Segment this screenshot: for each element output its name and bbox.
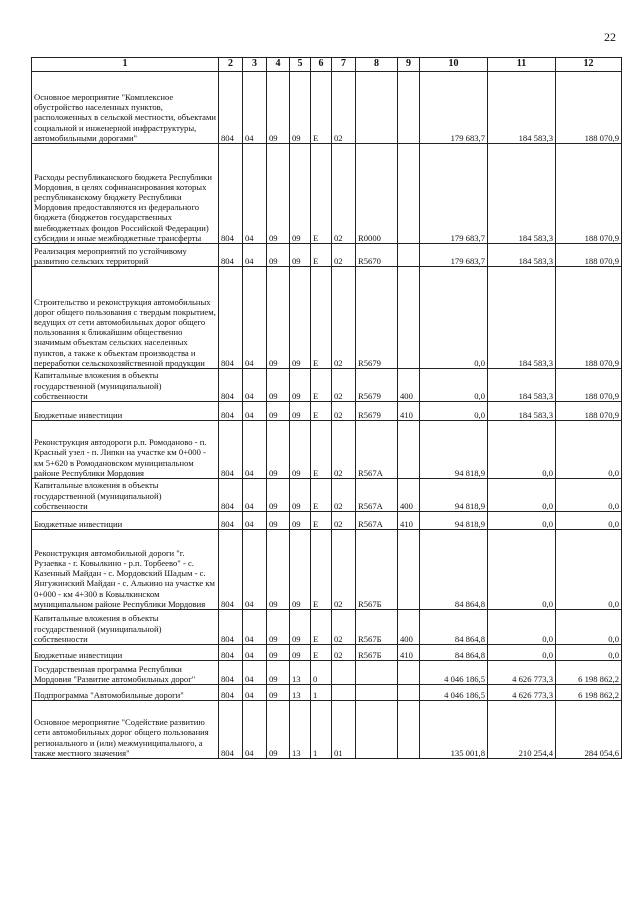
cell-expense-type [398, 244, 420, 267]
cell-direction [356, 685, 398, 701]
cell-ministry: 804 [219, 610, 243, 645]
cell-amount-col10: 84 864,8 [420, 645, 488, 661]
cell-amount-col12: 0,0 [556, 530, 622, 610]
cell-subprogram: Е [311, 267, 332, 369]
cell-ministry: 804 [219, 72, 243, 144]
cell-subprogram: 1 [311, 685, 332, 701]
cell-section: 04 [243, 244, 267, 267]
page-number: 22 [604, 30, 616, 44]
col-header-9: 9 [398, 58, 420, 72]
cell-amount-col12: 0,0 [556, 421, 622, 479]
row-name: Бюджетные инвестиции [32, 512, 219, 530]
cell-direction [356, 701, 398, 759]
col-header-7: 7 [332, 58, 356, 72]
cell-amount-col10: 179 683,7 [420, 244, 488, 267]
cell-amount-col11: 184 583,3 [488, 369, 556, 402]
cell-amount-col10: 135 001,8 [420, 701, 488, 759]
cell-event: 02 [332, 645, 356, 661]
cell-event [332, 685, 356, 701]
col-header-12: 12 [556, 58, 622, 72]
cell-amount-col11: 4 626 773,3 [488, 661, 556, 685]
cell-direction: R567А [356, 479, 398, 512]
cell-subprogram: Е [311, 244, 332, 267]
col-header-3: 3 [243, 58, 267, 72]
cell-expense-type: 410 [398, 512, 420, 530]
cell-program: 09 [290, 479, 311, 512]
row-name: Капитальные вложения в объекты государственной (муниципальной) собственности [32, 479, 219, 512]
cell-expense-type [398, 701, 420, 759]
cell-subprogram: Е [311, 402, 332, 421]
cell-amount-col12: 284 054,6 [556, 701, 622, 759]
cell-direction: R0000 [356, 144, 398, 244]
cell-amount-col10: 94 818,9 [420, 512, 488, 530]
table-row [32, 530, 622, 610]
cell-expense-type [398, 267, 420, 369]
row-name: Капитальные вложения в объекты государственной (муниципальной) собственности [32, 610, 219, 645]
row-name: Реконструкция автомобильной дороги "г. Рузаевка - г. Ковылкино - р.п. Торбеево" - с. Казенный Майдан - с. Мордовский Шадым - с. Янгужинский Майдан - с. Алькино на участке км 0+000 - км 4+300 в Ковылкинском муниципальном районе Республики Мордовия [32, 530, 219, 610]
table-row [32, 701, 622, 759]
cell-ministry: 804 [219, 244, 243, 267]
row-name: Расходы республиканского бюджета Республики Мордовия, в целях софинансирования которых республиканскому бюджету Республики Мордовия предоставляются из федерального бюджета (бюджетов государственных внебюджетных фондов Российской Федерации) субсидии и иные межбюджетные трансферты [32, 144, 219, 244]
cell-subprogram: 0 [311, 661, 332, 685]
table-row [32, 479, 622, 512]
col-header-2: 2 [219, 58, 243, 72]
table-row [32, 421, 622, 479]
cell-ministry: 804 [219, 479, 243, 512]
col-header-5: 5 [290, 58, 311, 72]
table-row [32, 72, 622, 144]
cell-amount-col11: 184 583,3 [488, 72, 556, 144]
cell-program: 09 [290, 144, 311, 244]
cell-amount-col10: 94 818,9 [420, 421, 488, 479]
cell-direction: R5679 [356, 267, 398, 369]
cell-subsection: 09 [267, 72, 290, 144]
cell-amount-col10: 94 818,9 [420, 479, 488, 512]
table-row [32, 144, 622, 244]
row-name: Реализация мероприятий по устойчивому развитию сельских территорий [32, 244, 219, 267]
cell-subsection: 09 [267, 369, 290, 402]
cell-ministry: 804 [219, 530, 243, 610]
cell-event: 01 [332, 701, 356, 759]
row-name: Государственная программа Республики Мордовия "Развитие автомобильных дорог" [32, 661, 219, 685]
cell-event: 02 [332, 144, 356, 244]
cell-direction: R567А [356, 512, 398, 530]
cell-direction: R567Б [356, 530, 398, 610]
cell-section: 04 [243, 402, 267, 421]
cell-expense-type [398, 530, 420, 610]
cell-subsection: 09 [267, 685, 290, 701]
cell-section: 04 [243, 267, 267, 369]
cell-amount-col12: 0,0 [556, 479, 622, 512]
cell-amount-col11: 210 254,4 [488, 701, 556, 759]
cell-subsection: 09 [267, 530, 290, 610]
cell-ministry: 804 [219, 645, 243, 661]
cell-program: 09 [290, 645, 311, 661]
cell-subsection: 09 [267, 610, 290, 645]
cell-subprogram: Е [311, 530, 332, 610]
cell-section: 04 [243, 421, 267, 479]
cell-amount-col10: 0,0 [420, 267, 488, 369]
cell-direction: R5679 [356, 369, 398, 402]
cell-expense-type: 410 [398, 645, 420, 661]
cell-expense-type [398, 144, 420, 244]
cell-direction: R567Б [356, 645, 398, 661]
cell-expense-type: 410 [398, 402, 420, 421]
cell-amount-col12: 6 198 862,2 [556, 685, 622, 701]
row-name: Основное мероприятие "Содействие развитию сети автомобильных дорог общего пользования регионального и (или) межмуниципального, а также местного значения" [32, 701, 219, 759]
row-name: Реконструкция автодороги р.п. Ромоданово - п. Красный узел - п. Липки на участке км 0+000 - км 5+620 в Ромодановском муниципальном районе Республики Мордовия [32, 421, 219, 479]
cell-expense-type [398, 72, 420, 144]
cell-section: 04 [243, 144, 267, 244]
cell-amount-col11: 0,0 [488, 645, 556, 661]
cell-event: 02 [332, 421, 356, 479]
col-header-8: 8 [356, 58, 398, 72]
cell-amount-col11: 184 583,3 [488, 267, 556, 369]
table-row [32, 661, 622, 685]
cell-ministry: 804 [219, 512, 243, 530]
cell-direction: R567Б [356, 610, 398, 645]
cell-event [332, 661, 356, 685]
cell-direction: R5670 [356, 244, 398, 267]
table-row [32, 244, 622, 267]
cell-amount-col11: 184 583,3 [488, 244, 556, 267]
cell-subsection: 09 [267, 402, 290, 421]
cell-ministry: 804 [219, 421, 243, 479]
table-row [32, 610, 622, 645]
cell-subsection: 09 [267, 701, 290, 759]
header-row [32, 58, 622, 72]
col-header-1: 1 [32, 58, 219, 72]
cell-ministry: 804 [219, 369, 243, 402]
cell-amount-col10: 179 683,7 [420, 144, 488, 244]
col-header-6: 6 [311, 58, 332, 72]
cell-amount-col12: 188 070,9 [556, 244, 622, 267]
cell-subsection: 09 [267, 645, 290, 661]
cell-direction: R567А [356, 421, 398, 479]
cell-expense-type: 400 [398, 479, 420, 512]
cell-program: 09 [290, 530, 311, 610]
cell-expense-type [398, 685, 420, 701]
cell-amount-col11: 184 583,3 [488, 402, 556, 421]
cell-event: 02 [332, 530, 356, 610]
cell-event: 02 [332, 72, 356, 144]
cell-ministry: 804 [219, 701, 243, 759]
cell-program: 09 [290, 72, 311, 144]
cell-subsection: 09 [267, 144, 290, 244]
cell-ministry: 804 [219, 267, 243, 369]
cell-program: 09 [290, 610, 311, 645]
cell-amount-col10: 4 046 186,5 [420, 661, 488, 685]
cell-amount-col12: 0,0 [556, 645, 622, 661]
cell-section: 04 [243, 645, 267, 661]
table-row [32, 369, 622, 402]
row-name: Подпрограмма "Автомобильные дороги" [32, 685, 219, 701]
cell-amount-col11: 0,0 [488, 512, 556, 530]
cell-ministry: 804 [219, 402, 243, 421]
row-name: Капитальные вложения в объекты государственной (муниципальной) собственности [32, 369, 219, 402]
table-row [32, 512, 622, 530]
cell-section: 04 [243, 512, 267, 530]
cell-program: 09 [290, 421, 311, 479]
cell-subprogram: Е [311, 72, 332, 144]
cell-expense-type [398, 661, 420, 685]
cell-program: 09 [290, 267, 311, 369]
table-row [32, 645, 622, 661]
cell-direction [356, 661, 398, 685]
cell-amount-col12: 188 070,9 [556, 144, 622, 244]
cell-subprogram: 1 [311, 701, 332, 759]
table-row [32, 267, 622, 369]
cell-amount-col12: 6 198 862,2 [556, 661, 622, 685]
cell-program: 13 [290, 701, 311, 759]
cell-amount-col11: 4 626 773,3 [488, 685, 556, 701]
cell-section: 04 [243, 479, 267, 512]
cell-section: 04 [243, 610, 267, 645]
cell-ministry: 804 [219, 144, 243, 244]
col-header-4: 4 [267, 58, 290, 72]
cell-program: 13 [290, 661, 311, 685]
row-name: Строительство и реконструкция автомобильных дорог общего пользования с твердым покрытием, ведущих от сети автомобильных дорог общего пользования к ближайшим общественно значимым объектам сельских населенных пунктов, а также к объектам производства и переработки сельскохозяйственной продукции [32, 267, 219, 369]
cell-event: 02 [332, 402, 356, 421]
cell-event: 02 [332, 369, 356, 402]
cell-amount-col10: 84 864,8 [420, 530, 488, 610]
cell-amount-col11: 0,0 [488, 479, 556, 512]
col-header-10: 10 [420, 58, 488, 72]
cell-event: 02 [332, 267, 356, 369]
col-header-11: 11 [488, 58, 556, 72]
cell-expense-type [398, 421, 420, 479]
cell-event: 02 [332, 610, 356, 645]
row-name: Бюджетные инвестиции [32, 645, 219, 661]
cell-event: 02 [332, 479, 356, 512]
cell-amount-col12: 188 070,9 [556, 369, 622, 402]
cell-subprogram: Е [311, 479, 332, 512]
cell-subprogram: Е [311, 645, 332, 661]
cell-program: 09 [290, 512, 311, 530]
cell-expense-type: 400 [398, 610, 420, 645]
cell-amount-col11: 0,0 [488, 530, 556, 610]
cell-amount-col11: 184 583,3 [488, 144, 556, 244]
cell-subsection: 09 [267, 267, 290, 369]
cell-event: 02 [332, 244, 356, 267]
cell-amount-col10: 0,0 [420, 402, 488, 421]
cell-amount-col12: 188 070,9 [556, 402, 622, 421]
cell-subprogram: Е [311, 610, 332, 645]
cell-section: 04 [243, 701, 267, 759]
cell-subprogram: Е [311, 369, 332, 402]
cell-amount-col12: 0,0 [556, 610, 622, 645]
cell-amount-col10: 179 683,7 [420, 72, 488, 144]
cell-subsection: 09 [267, 244, 290, 267]
cell-section: 04 [243, 369, 267, 402]
cell-subprogram: Е [311, 512, 332, 530]
cell-program: 13 [290, 685, 311, 701]
cell-amount-col11: 0,0 [488, 421, 556, 479]
cell-program: 09 [290, 369, 311, 402]
cell-amount-col12: 0,0 [556, 512, 622, 530]
cell-subprogram: Е [311, 144, 332, 244]
cell-section: 04 [243, 685, 267, 701]
cell-amount-col10: 0,0 [420, 369, 488, 402]
row-name: Бюджетные инвестиции [32, 402, 219, 421]
cell-subsection: 09 [267, 421, 290, 479]
cell-amount-col11: 0,0 [488, 610, 556, 645]
cell-direction: R5679 [356, 402, 398, 421]
cell-subprogram: Е [311, 421, 332, 479]
cell-amount-col10: 84 864,8 [420, 610, 488, 645]
cell-direction [356, 72, 398, 144]
cell-ministry: 804 [219, 661, 243, 685]
cell-subsection: 09 [267, 512, 290, 530]
table-row [32, 402, 622, 421]
cell-section: 04 [243, 530, 267, 610]
cell-section: 04 [243, 72, 267, 144]
cell-subsection: 09 [267, 661, 290, 685]
cell-amount-col12: 188 070,9 [556, 267, 622, 369]
budget-table [31, 57, 622, 759]
cell-expense-type: 400 [398, 369, 420, 402]
cell-event: 02 [332, 512, 356, 530]
cell-ministry: 804 [219, 685, 243, 701]
cell-amount-col10: 4 046 186,5 [420, 685, 488, 701]
cell-program: 09 [290, 402, 311, 421]
cell-program: 09 [290, 244, 311, 267]
table-row [32, 685, 622, 701]
cell-subsection: 09 [267, 479, 290, 512]
cell-amount-col12: 188 070,9 [556, 72, 622, 144]
cell-section: 04 [243, 661, 267, 685]
row-name: Основное мероприятие "Комплексное обустройство населенных пунктов, расположенных в сельской местности, объектами социальной и инженерной инфраструктуры, автомобильными дорогами" [32, 72, 219, 144]
